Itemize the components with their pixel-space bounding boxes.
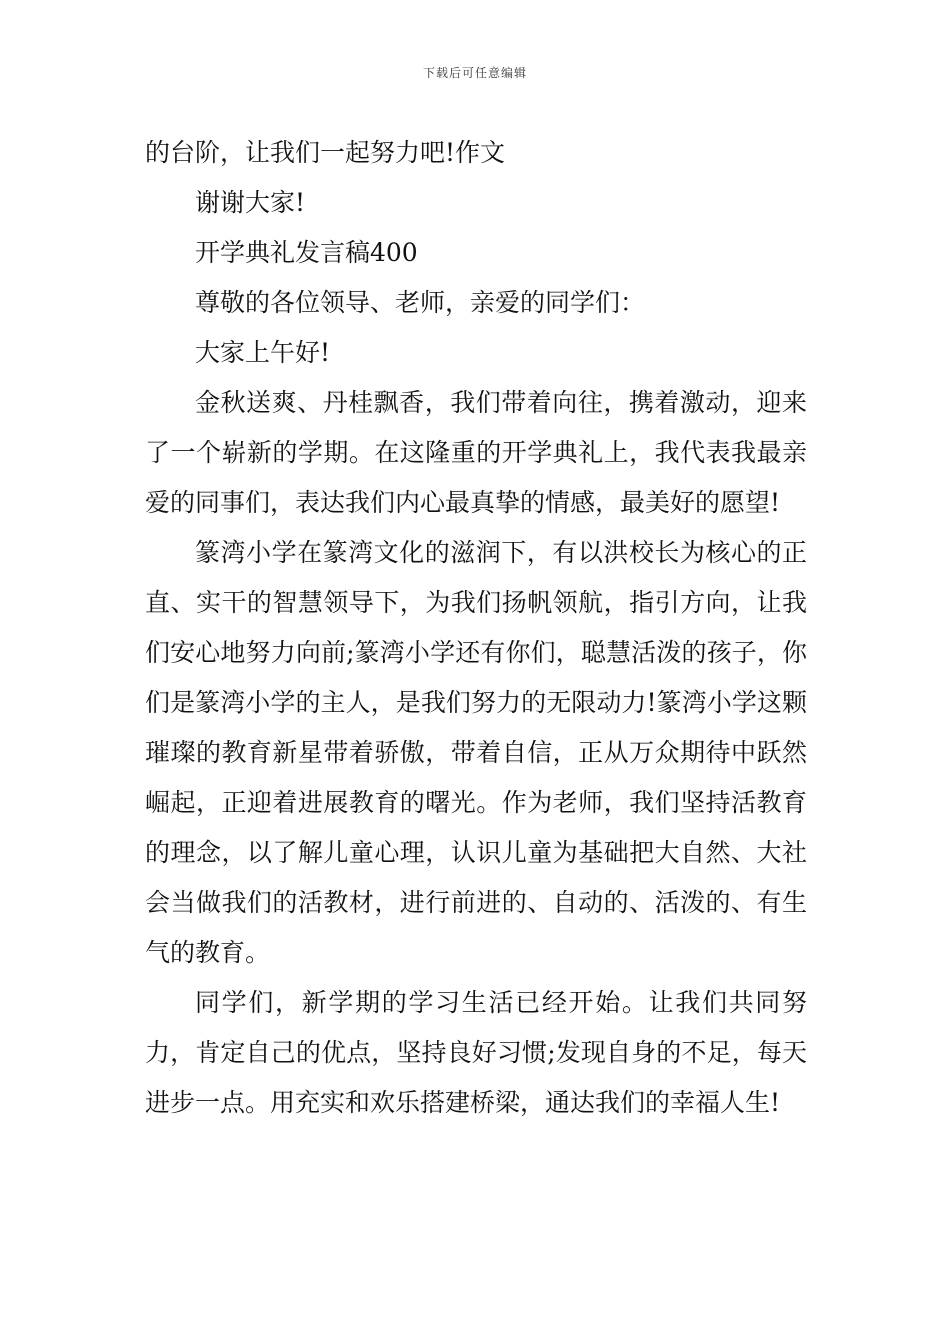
document-body <box>145 128 807 1128</box>
section-title: 开学典礼发言稿400 <box>195 238 418 267</box>
paragraph-thanks: 谢谢大家! <box>195 188 306 217</box>
paragraph-body: 同学们，新学期的学习生活已经开始。让我们共同努力，肯定自己的优点，坚持良好习惯;发现自身的不足，每天进步一点。用充实和欢乐搭建桥梁，通达我们的幸福人生! <box>145 988 807 1117</box>
paragraph-body: 篆湾小学在篆湾文化的滋润下，有以洪校长为核心的正直、实干的智慧领导下，为我们扬帆领航，指引方向，让我们安心地努力向前;篆湾小学还有你们，聪慧活泼的孩子，你们是篆湾小学的主人，是我们努力的无限动力!篆湾小学这颗璀璨的教育新星带着骄傲，带着自信，正从万众期待中跃然崛起，正迎着进展教育的曙光。作为老师，我们坚持活教育的理念，以了解儿童心理，认识儿童为基础把大自然、大社会当做我们的活教材，进行前进的、自动的、活泼的、有生气的教育。 <box>145 538 807 967</box>
paragraph-salutation: 尊敬的各位领导、老师，亲爱的同学们： <box>195 288 646 317</box>
paragraph-continuation: 的台阶，让我们一起努力吧!作文 <box>145 138 506 167</box>
paragraph-body: 金秋送爽、丹桂飘香，我们带着向往，携着激动，迎来了一个崭新的学期。在这隆重的开学典礼上，我代表我最亲爱的同事们，表达我们内心最真挚的情感，最美好的愿望! <box>145 388 807 517</box>
page-header-note: 下载后可任意编辑 <box>422 66 527 80</box>
paragraph-greeting: 大家上午好! <box>195 338 331 367</box>
